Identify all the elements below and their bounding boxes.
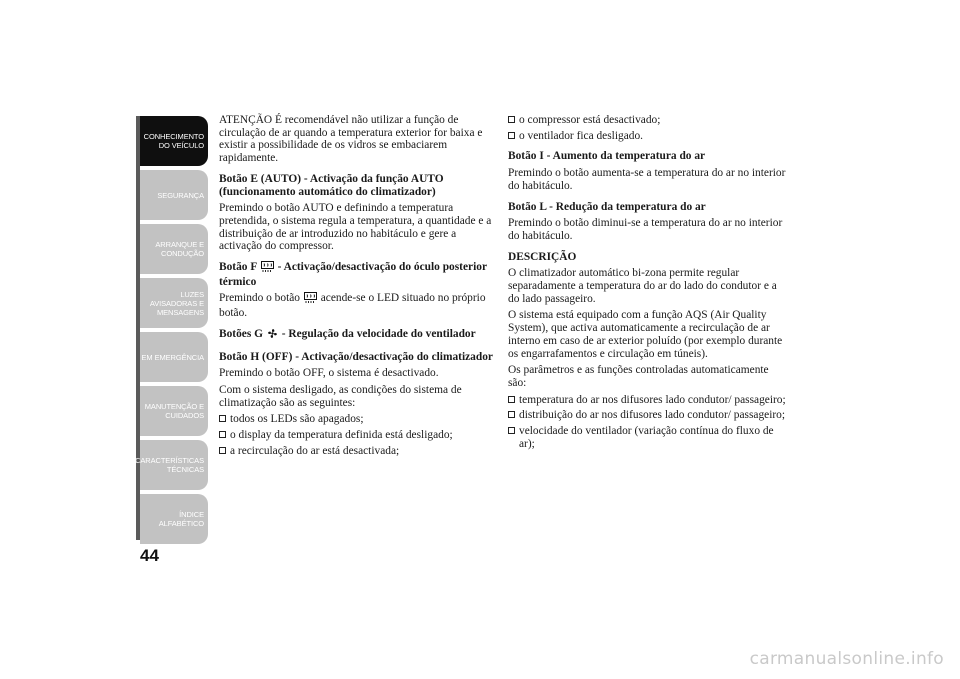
checkbox-bullet-icon xyxy=(508,411,515,418)
button-f-heading-post: - Activação/desactivação do óculo posterior térmico xyxy=(219,261,487,288)
description-p2: O sistema está equipado com a função AQS (Air Quality System), que activa automaticamente a recirculação de ar interno em caso de ar exterior poluído (por exemplo durante os engarrafamentos e circulação em túneis). xyxy=(508,309,783,360)
chapter-sidebar xyxy=(135,116,208,548)
tab-seguranca[interactable] xyxy=(140,170,208,220)
tab-manutencao-e-cuidados[interactable] xyxy=(140,386,208,436)
page-number: 44 xyxy=(140,546,159,565)
checkbox-bullet-icon xyxy=(508,427,515,434)
button-g-heading xyxy=(219,328,494,343)
button-e-text: Premindo o botão AUTO e definindo a temperatura pretendida, o sistema regula a temperatura, a quantidade e a distribuição de ar introduzido no habitáculo e gere a activação do compressor. xyxy=(219,202,492,253)
tab-em-emergencia[interactable] xyxy=(140,332,208,382)
checkbox-bullet-icon xyxy=(508,396,515,403)
tab-label: LUZES AVISADORAS E MENSAGENS xyxy=(149,289,204,317)
list-item: distribuição do ar nos difusores lado condutor/ passageiro; xyxy=(508,409,788,422)
tab-label: CARACTERÍSTICAS TÉCNICAS xyxy=(135,456,204,474)
button-i-text: Premindo o botão aumenta-se a temperatura do ar no interior do habitáculo. xyxy=(508,167,786,192)
button-i-heading: Botão I - Aumento da temperatura do ar xyxy=(508,150,706,163)
checkbox-bullet-icon xyxy=(508,132,515,139)
tab-label: MANUTENÇÃO E CUIDADOS xyxy=(144,402,204,420)
tab-label: ARRANQUE E CONDUÇÃO xyxy=(155,240,204,258)
tab-caracteristicas-tecnicas[interactable] xyxy=(135,440,208,490)
button-l-heading: Botão L - Redução da temperatura do ar xyxy=(508,200,706,213)
button-h-heading: Botão H (OFF) - Activação/desactivação do climatizador xyxy=(219,350,493,363)
description-p1: O climatizador automático bi-zona permite regular separadamente a temperatura do ar do lado do condutor e a do lado passageiro. xyxy=(508,267,777,305)
rear-window-defrost-icon xyxy=(261,261,274,276)
list-item: velocidade do ventilador (variação contínua do fluxo de ar); xyxy=(508,425,788,450)
left-column xyxy=(219,114,494,460)
list-item: o compressor está desactivado; xyxy=(508,114,788,127)
button-e-heading: Botão E (AUTO) - Activação da função AUTO (funcionamento automático do climatizador) xyxy=(219,172,444,198)
checkbox-bullet-icon xyxy=(219,415,226,422)
tab-conhecimento-do-veiculo[interactable] xyxy=(140,116,208,166)
description-p3: Os parâmetros e as funções controladas automaticamente são: xyxy=(508,364,769,389)
button-l-text: Premindo o botão diminui-se a temperatura do ar no interior do habitáculo. xyxy=(508,217,783,242)
list-item: o display da temperatura definida está desligado; xyxy=(219,429,494,442)
button-f-heading-pre: Botão F xyxy=(219,261,257,274)
fan-icon xyxy=(267,328,278,343)
button-g-heading-post: - Regulação da velocidade do ventilador xyxy=(281,327,476,340)
button-g-heading-pre: Botões G xyxy=(219,327,263,340)
description-heading: DESCRIÇÃO xyxy=(508,250,577,263)
list-item: todos os LEDs são apagados; xyxy=(219,413,494,426)
button-f-text-post: acende-se o LED situado no próprio botão. xyxy=(219,292,486,320)
tab-luzes-avisadoras[interactable] xyxy=(140,278,208,328)
rear-window-defrost-icon xyxy=(304,292,317,307)
tab-arranque-e-conducao[interactable] xyxy=(140,224,208,274)
tab-label: CONHECIMENTO DO VEÍCULO xyxy=(143,132,204,150)
list-item: a recirculação do ar está desactivada; xyxy=(219,445,494,458)
tab-label: ÍNDICE ALFABÉTICO xyxy=(158,510,204,528)
attention-note: ATENÇÃO É recomendável não utilizar a função de circulação de ar quando a temperatura exterior for baixa e existir a possibilidade de os vidros se embaciarem rapidamente. xyxy=(219,114,483,165)
button-h-text1: Premindo o botão OFF, o sistema é desactivado. xyxy=(219,367,439,380)
checkbox-bullet-icon xyxy=(219,447,226,454)
button-f-text-pre: Premindo o botão xyxy=(219,292,300,305)
tab-label: EM EMERGÊNCIA xyxy=(141,352,204,362)
list-item: o ventilador fica desligado. xyxy=(508,130,788,143)
checkbox-bullet-icon xyxy=(508,116,515,123)
right-column xyxy=(508,114,788,453)
checkbox-bullet-icon xyxy=(219,431,226,438)
tab-indice-alfabetico[interactable] xyxy=(140,494,208,544)
button-f-text xyxy=(219,292,494,319)
button-f-heading xyxy=(219,261,494,288)
list-item: temperatura do ar nos difusores lado condutor/ passageiro; xyxy=(508,394,788,407)
tab-label: SEGURANÇA xyxy=(157,190,204,200)
button-h-text2: Com o sistema desligado, as condições do sistema de climatização são as seguintes: xyxy=(219,383,462,409)
watermark[interactable]: carmanualsonline.info xyxy=(749,649,944,669)
